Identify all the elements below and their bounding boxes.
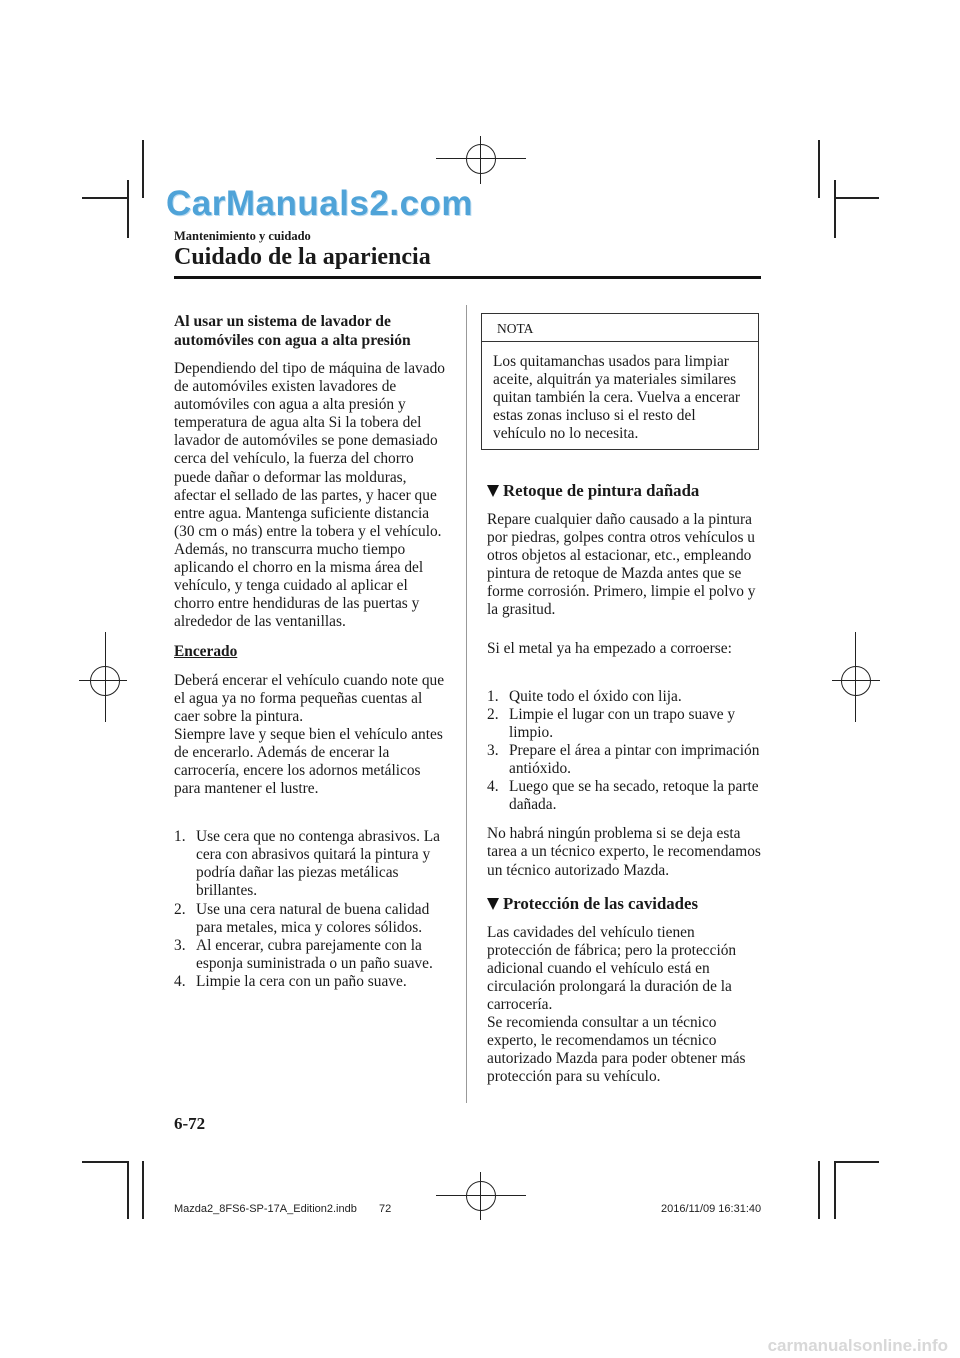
- note-text: Los quitamanchas usados para limpiar aceite, alquitrán ya materiales similares quitan también la cera. Vuelva a encerar estas zonas incluso si el resto del vehículo no lo necesita.: [493, 353, 741, 443]
- waxing-heading: Encerado: [174, 643, 238, 661]
- waxing-paragraph-2: Siempre lave y seque bien el vehículo antes de encerarlo. Además de encerar la carrocería, encere los adornos metálicos para mantener el lustre.: [174, 725, 443, 798]
- footer-file: Mazda2_8FS6-SP-17A_Edition2.indb: [174, 1203, 357, 1215]
- waxing-steps: [174, 828, 448, 991]
- touch-up-intro: Si el metal ya ha empezado a corroerse:: [487, 639, 732, 657]
- high-pressure-heading: Al usar un sistema de lavador de automóviles con agua a alta presión: [174, 313, 411, 349]
- list-item: 1. Quite todo el óxido con lija.: [487, 687, 682, 705]
- footer-file-page: 72: [379, 1203, 392, 1215]
- cavity-paragraph-2: Se recomienda consultar a un técnico experto, le recomendamos un técnico autorizado Mazda para poder obtener más protección para su vehículo.: [487, 1014, 746, 1086]
- list-item: 4. Luego que se ha secado, retoque la parte dañada.: [487, 778, 759, 814]
- section-label: Mantenimiento y cuidado: [174, 229, 311, 243]
- triangle-bullet-icon: [487, 898, 499, 910]
- list-item: 2. Limpie el lugar con un trapo suave y limpio.: [487, 705, 736, 741]
- touch-up-after: No habrá ningún problema si se deja esta tarea a un técnico experto, le recomendamos un técnico autorizado Mazda.: [487, 825, 761, 879]
- cavity-paragraph-1: Las cavidades del vehículo tienen protección de fábrica; pero la protección adicional cuando el vehículo está en circulación prolongará la duración de la carrocería.: [487, 923, 737, 1013]
- note-box: [481, 313, 759, 450]
- list-item: 4. Limpie la cera con un paño suave.: [174, 972, 407, 990]
- list-item: 3. Al encerar, cubra parejamente con la esponja suministrada o un paño suave.: [174, 936, 433, 972]
- list-item: 3. Prepare el área a pintar con imprimación antióxido.: [487, 741, 760, 778]
- right-column: [487, 481, 762, 1086]
- watermark-logo: CarManuals2.com: [166, 184, 474, 223]
- list-item: 2. Use una cera natural de buena calidad para metales, mica y colores sólidos.: [174, 900, 430, 936]
- cavity-heading: Protección de las cavidades: [487, 894, 762, 914]
- column-divider: [466, 305, 467, 1103]
- site-watermark: carmanualsonline.info: [767, 1336, 948, 1355]
- list-item: 1. Use cera que no contenga abrasivos. La cera con abrasivos quitará la pintura y podría dañar las piezas metálicas brillantes.: [174, 828, 441, 900]
- page-number: 6-72: [174, 1114, 206, 1133]
- note-label: NOTA: [482, 314, 758, 342]
- footer-timestamp: 2016/11/09 16:31:40: [661, 1203, 762, 1215]
- high-pressure-paragraph: Dependiendo del tipo de máquina de lavado de automóviles existen lavadores de automóviles con agua a alta presión y temperatura de agua alta Si la tobera del lavador de automóviles se pone demasiado cerca del vehículo, la fuerza del chorro puede dañar o deformar las molduras, afectar el sellado de las partes, y hacer que entre agua. Mantenga suficiente distancia (30 cm o más) entre la tobera y el vehículo. Además, no transcurra mucho tiempo aplicando el chorro en la misma área del vehículo, y tenga cuidado al aplicar el chorro entre hendiduras de las puertas y alrededor de las ventanillas.: [174, 360, 445, 631]
- waxing-paragraph-1: Deberá encerar el vehículo cuando note que el agua ya no forma pequeñas cuentas al caer sobre la pintura.: [174, 671, 445, 725]
- triangle-bullet-icon: [487, 485, 499, 497]
- touch-up-heading: Retoque de pintura dañada: [487, 481, 762, 501]
- page-title: Cuidado de la apariencia: [174, 244, 431, 270]
- touch-up-paragraph: Repare cualquier daño causado a la pintura por piedras, golpes contra otros vehículos u otros objetos al estacionar, etc., empleando pintura de retoque de Mazda antes que se forme corrosión. Primero, limpie el polvo y la grasitud.: [487, 511, 756, 619]
- touch-up-steps: [487, 688, 762, 815]
- left-column: [174, 313, 448, 991]
- title-rule: [174, 276, 761, 279]
